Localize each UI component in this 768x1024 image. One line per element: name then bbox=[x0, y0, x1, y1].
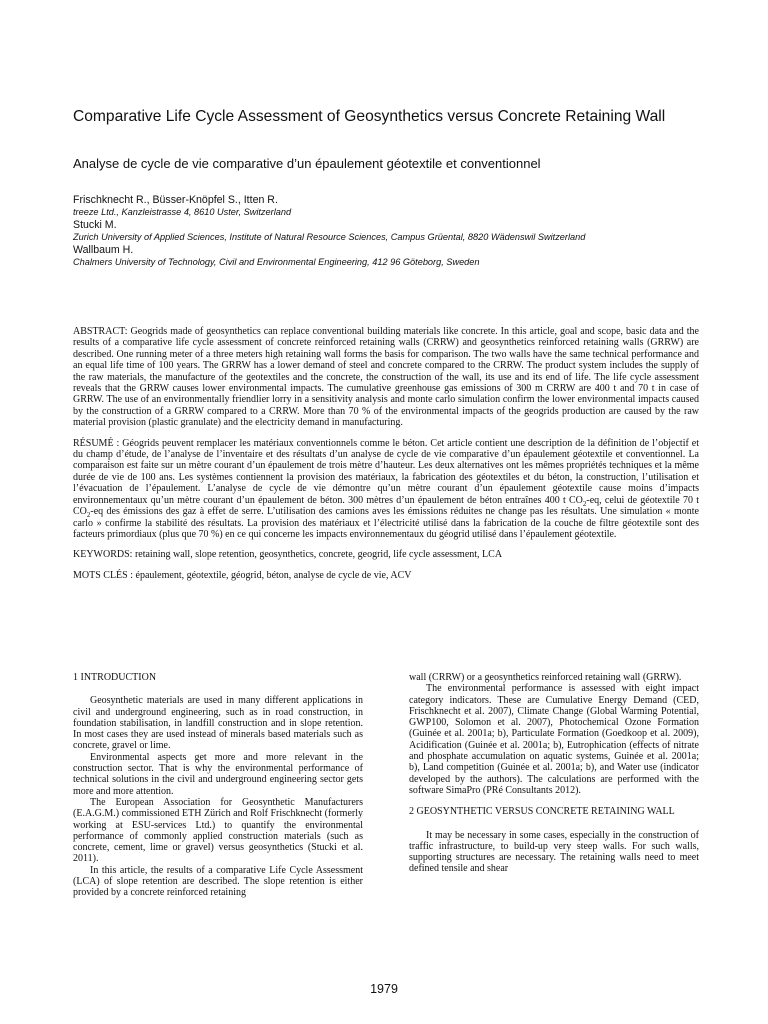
author-affiliation: Chalmers University of Technology, Civil and Environmental Engineering, 412 96 Göteborg, Sweden bbox=[73, 257, 480, 268]
resume-text: RÉSUMÉ : Géogrids peuvent remplacer les matériaux conventionnels comme le béton. Cet article contient une description de la définition de l’objectif et du champ d’étude, de l’analyse de l’inventaire et des résultats d’un analyse de cycle de vie comparative d’un épaulement géotextile et conventionnel. La comparaison est faite sur un mètre courant d’un épaulement de trois mètre d’hauteur. Les deux alternatives ont les mêmes propriétés techniques et la même durée de vie de 100 ans. Les systèmes contiennent la provision des matériaux, la fabrication des géotextiles et du béton, la construction, l’utilisation et l’évacuation de l’épaulement. L’analyse de cycle de vie démontre qu’un mètre courant d’un épaulement géotextile cause moins d’impacts environnementaux qu’un mètre courant d’un épaulement de béton. 300 mètres d’un épaulement de béton entraînes 400 t CO bbox=[73, 437, 699, 506]
author-group bbox=[73, 194, 703, 218]
keywords: KEYWORDS: retaining wall, slope retention, geosynthetics, concrete, geogrid, life cycle assessment, LCA bbox=[73, 549, 503, 561]
author-block bbox=[73, 194, 703, 270]
resume-subscript: 2 bbox=[86, 511, 91, 520]
paper-title: Comparative Life Cycle Assessment of Geosynthetics versus Concrete Retaining Wall bbox=[73, 108, 666, 125]
body-paragraph: In this article, the results of a comparative Life Cycle Assessment (LCA) of slope retention are described. The slope retention is either provided by a concrete reinforced retaining bbox=[73, 864, 363, 899]
author-names: Wallbaum H. bbox=[73, 244, 134, 257]
author-names: Frischknecht R., Büsser-Knöpfel S., Itten R. bbox=[73, 194, 278, 206]
mots-cles: MOTS CLÉS : épaulement, géotextile, géogrid, béton, analyse de cycle de vie, ACV bbox=[73, 569, 412, 581]
body-paragraph: The European Association for Geosynthetic Manufacturers (E.A.G.M.) commissioned ETH Zürich and Rolf Frischknecht (formerly working at ESU-services Ltd.) to quantify the environmental performance of commonly applied construction materials (such as concrete, cement, lime or gravel) versus geosynthetics (Stucki et al. 2011). bbox=[73, 796, 363, 865]
author-affiliation: treeze Ltd., Kanzleistrasse 4, 8610 Uster, Switzerland bbox=[73, 207, 292, 217]
paper-subtitle: Analyse de cycle de vie comparative d’un épaulement géotextile et conventionnel bbox=[73, 156, 541, 171]
body-paragraph-continuation: wall (CRRW) or a geosynthetics reinforced retaining wall (GRRW). bbox=[409, 672, 682, 683]
resume-text: -eq, celui de géotextile 70 t CO bbox=[73, 494, 699, 518]
resume-text: -eq des émissions des gaz à effet de serre. L’utilisation des camions aves les émissions réduites ne change pas les résultats. Une simulation « monte carlo » confirme la stabilité des résultats. La provision des matériaux et l’électricité utilisé dans la fabrication de la couche de filtre géotextile sont des facteurs primordiaux (plus que 70 %) en ce qui concerne les impacts environnementaux du géogrid utilisé dans l’épaulement géotextile. bbox=[73, 506, 699, 540]
body-paragraph: Geosynthetic materials are used in many different applications in civil and underground engineering, such as in road construction, in foundation stabilisation, in landfill construction and in slope retention. In most cases they are used instead of minerals based materials such as concrete, gravel or lime. bbox=[73, 695, 363, 752]
abstract-english: ABSTRACT: Geogrids made of geosynthetics can replace conventional building materials like concrete. In this article, goal and scope, basic data and the results of a comparative life cycle assessment of concrete reinforced retaining walls (CRRW) and geosynthetics reinforced retaining walls (GRRW) are described. One running meter of a three meters high retaining wall forms the basis for comparison. The two walls have the same technical performance and an equal life time of 100 years. The GRRW has a lower demand of steel and concrete compared to the CRRW. The product system includes the supply of the raw materials, the manufacture of the geotextiles and the concrete, the construction of the wall, its use and its end of life. The life cycle assessment reveals that the GRRW causes lower environmental impacts. The cumulative greenhouse gas emissions of 300 m CRRW are 400 t and 70 t in case of GRRW. The use of an environmentally friendlier lorry in a sensitivity analysis and monte carlo simulation confirm the lower environmental impacts caused by the construction of a GRRW compared to a CRRW. More than 70 % of the environmental impacts of the geogrids production are caused by the raw material provision (plastic granulate) and the electricity demand in manufacturing. bbox=[73, 326, 699, 429]
body-paragraph: The environmental performance is assessed with eight impact category indicators. These are Cumulative Energy Demand (CED, Frischknecht et al. 2007), Climate Change (Global Warming Potential, GWP100, Solomon et al. 2007), Photochemical Ozone Formation (Guinée et al. 2001a; b), Particulate Formation (Goedkoop et al. 2009), Acidification (Guinée et al. 2001a; b), Eutrophication (effects of nitrate and phosphate accumulation on aquatic systems, Guinée et al. 2001a; b), Land competition (Guinée et al. 2001a; b), and Water use (indicator developed by the authors). The calculations are performed with the software SimaPro (PRé Consultants 2012). bbox=[409, 683, 699, 796]
section-heading-introduction: 1 INTRODUCTION bbox=[73, 672, 157, 683]
author-names: Stucki M. bbox=[73, 219, 117, 232]
section-heading-geosynthetic: 2 GEOSYNTHETIC VERSUS CONCRETE RETAINING WALL bbox=[409, 806, 675, 818]
body-paragraph: It may be necessary in some cases, especially in the construction of traffic infrastructure, to build-up very steep walls. For such walls, supporting structures are necessary. The retaining walls need to meet defined tensile and shear bbox=[409, 829, 699, 875]
left-column bbox=[73, 672, 363, 899]
abstract-section bbox=[73, 326, 699, 590]
author-affiliation: Zurich University of Applied Sciences, Institute of Natural Resource Sciences, Campus Grüental, 8820 Wädenswil Switzerland bbox=[73, 232, 586, 243]
body-paragraph: Environmental aspects get more and more relevant in the construction sector. That is why the environmental performance of technical solutions in the civil and underground engineering sector gets more and more attention. bbox=[73, 751, 363, 797]
author-group bbox=[73, 219, 703, 243]
right-column bbox=[409, 672, 699, 875]
resume-subscript: 2 bbox=[582, 499, 587, 508]
author-group bbox=[73, 244, 703, 268]
page-number: 1979 bbox=[370, 982, 398, 996]
abstract-french bbox=[73, 438, 699, 541]
